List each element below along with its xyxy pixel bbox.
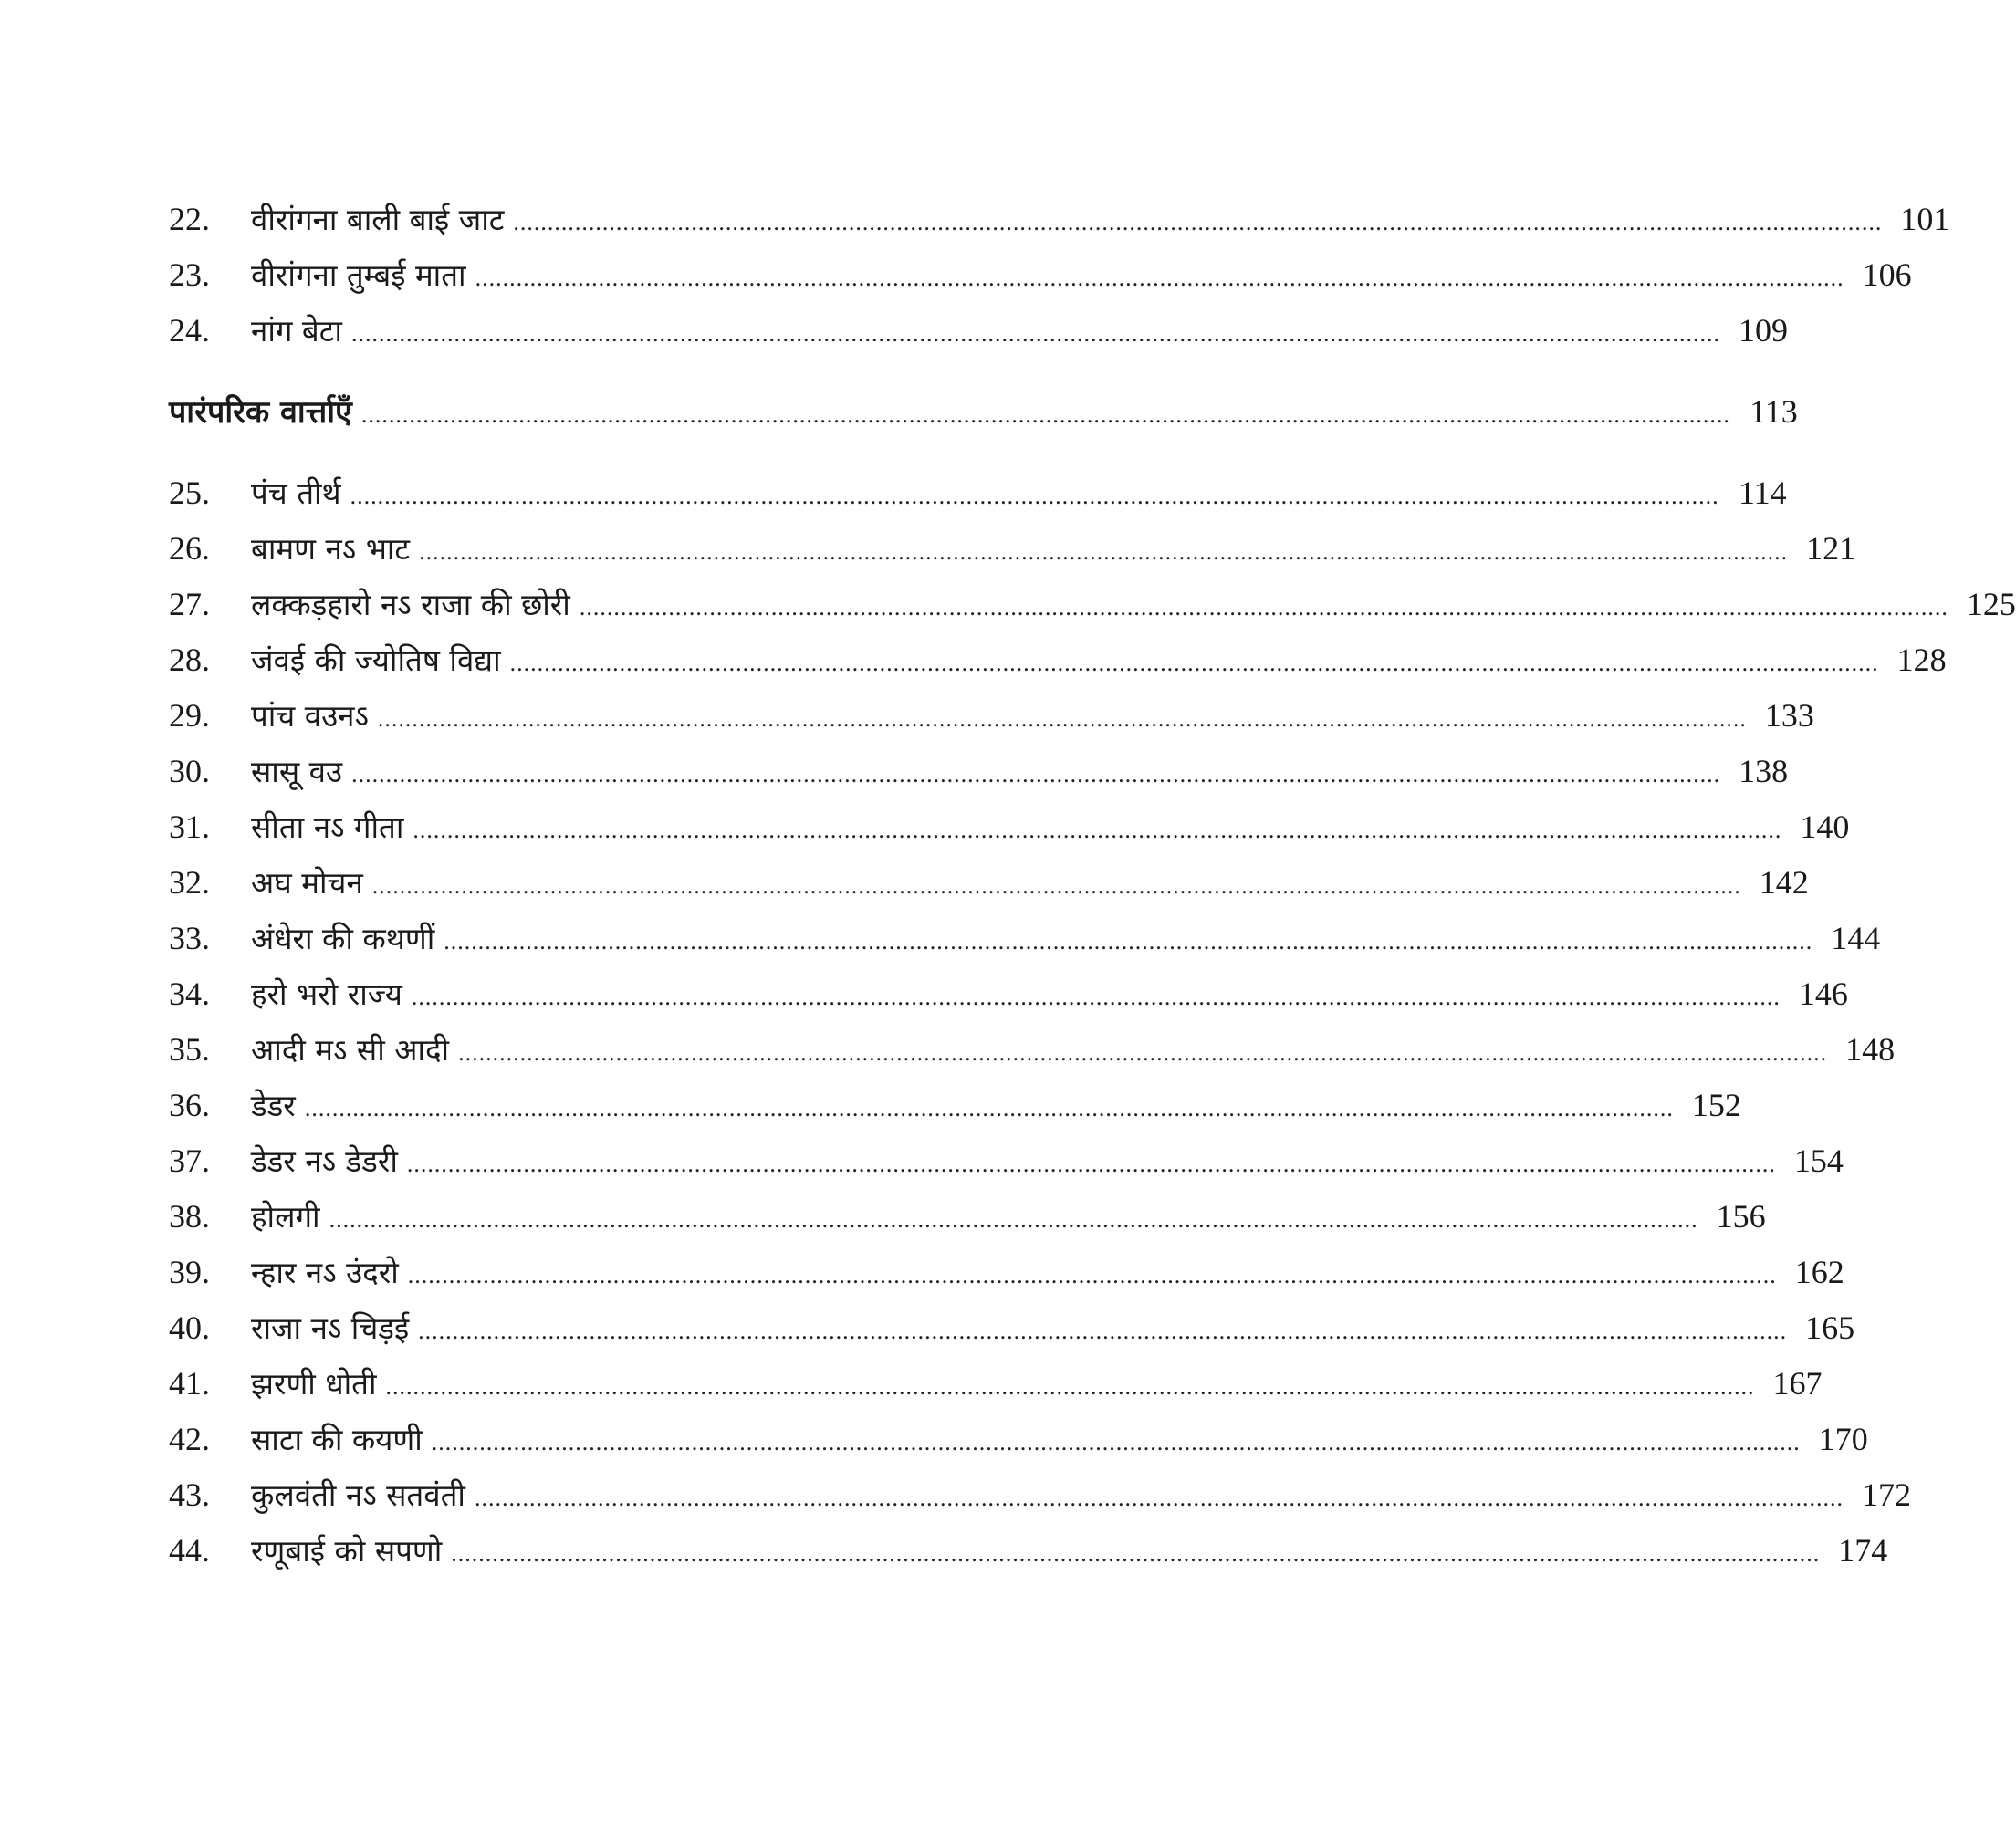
- toc-entry: [169, 632, 1947, 688]
- entry-title: वीरांगना तुम्बई माता: [251, 257, 466, 293]
- dot-leader: ........................................................................................................................................................................................................: [304, 1095, 1674, 1121]
- entry-page-number: 148: [1845, 1031, 1896, 1068]
- entry-title: पांच वउनऽ: [251, 698, 369, 734]
- dot-leader: ........................................................................................................................................................................................................: [474, 1485, 1844, 1511]
- toc-entry: [169, 465, 1787, 521]
- entry-title: डेडर: [251, 1088, 296, 1123]
- dot-leader: ........................................................................................................................................................................................................: [351, 761, 1721, 787]
- toc-entry: [169, 799, 1850, 855]
- entry-title: आदी मऽ सी आदी: [251, 1032, 450, 1068]
- entry-title: अघ मोचन: [251, 865, 363, 901]
- entry-page-number: 162: [1794, 1254, 1844, 1290]
- toc-entry: [169, 744, 1789, 799]
- entry-number: 22.: [169, 201, 210, 237]
- section-page-number: 113: [1750, 393, 1798, 430]
- entry-number: 40.: [169, 1309, 210, 1346]
- toc-entry: [169, 521, 1856, 577]
- entry-title: वीरांगना बाली बाई जाट: [251, 202, 505, 237]
- entry-title: न्हार नऽ उंदरो: [251, 1255, 399, 1290]
- dot-leader: ........................................................................................................................................................................................................: [329, 1206, 1698, 1233]
- dot-leader: ........................................................................................................................................................................................................: [350, 483, 1719, 509]
- toc-entry: [169, 192, 1950, 247]
- entry-number: 30.: [169, 753, 210, 789]
- toc-entry: [169, 1356, 1823, 1412]
- entry-page-number: 114: [1738, 474, 1787, 511]
- dot-leader: ........................................................................................................................................................................................................: [419, 538, 1789, 565]
- dot-leader: ........................................................................................................................................................................................................: [431, 1429, 1801, 1455]
- toc-entry: [169, 1412, 1868, 1467]
- entry-number: 34.: [169, 975, 210, 1012]
- toc-entry: [169, 1022, 1896, 1078]
- entry-number: 38.: [169, 1198, 210, 1235]
- toc-entry: [169, 1467, 1911, 1523]
- dot-leader: ........................................................................................................................................................................................................: [407, 1262, 1777, 1288]
- entry-page-number: 125: [1966, 586, 2016, 622]
- toc-entry: [169, 1245, 1844, 1300]
- toc-entry: [169, 1078, 1741, 1133]
- dot-leader: ........................................................................................................................................................................................................: [579, 594, 1948, 620]
- entry-page-number: 101: [1900, 201, 1950, 237]
- dot-leader: ........................................................................................................................................................................................................: [413, 817, 1782, 843]
- entry-number: 29.: [169, 697, 210, 734]
- entry-page-number: 174: [1838, 1532, 1888, 1569]
- dot-leader: ........................................................................................................................................................................................................: [513, 209, 1883, 235]
- toc-entry: [169, 911, 1881, 966]
- entry-number: 24.: [169, 312, 210, 349]
- entry-number: 28.: [169, 641, 210, 678]
- toc-entry: [169, 966, 1848, 1022]
- entry-page-number: 167: [1772, 1365, 1823, 1402]
- entry-number: 37.: [169, 1142, 210, 1179]
- entry-number: 27.: [169, 586, 210, 622]
- entry-number: 42.: [169, 1421, 210, 1457]
- entry-title: झरणी धोती: [251, 1366, 377, 1402]
- entry-title: हरो भरो राज्य: [251, 976, 402, 1012]
- dot-leader: ........................................................................................................................................................................................................: [444, 928, 1813, 954]
- entry-page-number: 142: [1759, 864, 1809, 901]
- entry-number: 33.: [169, 920, 210, 956]
- dot-leader: ........................................................................................................................................................................................................: [418, 1318, 1788, 1344]
- toc-entry: [169, 577, 2016, 632]
- entry-number: 36.: [169, 1087, 210, 1123]
- toc-entry: [169, 1133, 1844, 1189]
- entry-title: जंवई की ज्योतिष विद्या: [251, 642, 501, 678]
- section-title: पारंपरिक वार्त्ताएँ: [169, 394, 352, 431]
- dot-leader: ........................................................................................................................................................................................................: [451, 1540, 1821, 1567]
- entry-page-number: 121: [1806, 530, 1856, 567]
- entry-title: सीता नऽ गीता: [251, 809, 404, 845]
- toc-entry: [169, 1300, 1855, 1356]
- entry-title: कुलवंती नऽ सतवंती: [251, 1477, 465, 1513]
- entry-number: 31.: [169, 808, 210, 845]
- entry-number: 26.: [169, 530, 210, 567]
- entry-page-number: 154: [1793, 1142, 1844, 1179]
- toc-entry: [169, 247, 1912, 303]
- toc-entry: [169, 1523, 1888, 1579]
- dot-leader: ........................................................................................................................................................................................................: [371, 872, 1741, 899]
- entry-number: 32.: [169, 864, 210, 901]
- entry-title: साटा की कयणी: [251, 1422, 423, 1457]
- dot-leader: ........................................................................................................................................................................................................: [509, 650, 1879, 676]
- toc-group-2: [169, 465, 2016, 1579]
- entry-page-number: 128: [1896, 641, 1947, 678]
- entry-page-number: 170: [1818, 1421, 1868, 1457]
- dot-leader: ........................................................................................................................................................................................................: [385, 1373, 1755, 1400]
- entry-page-number: 144: [1831, 920, 1881, 956]
- entry-title: रणूबाई को सपणो: [251, 1533, 443, 1569]
- entry-page-number: 172: [1861, 1476, 1911, 1513]
- entry-number: 25.: [169, 474, 210, 511]
- entry-number: 41.: [169, 1365, 210, 1402]
- entry-title: नांग बेटा: [251, 313, 342, 349]
- dot-leader: ........................................................................................................................................................................................................: [360, 402, 1730, 428]
- entry-title: राजा नऽ चिड़ई: [251, 1310, 410, 1346]
- entry-page-number: 146: [1798, 975, 1848, 1012]
- entry-title: अंधेरा की कथणीं: [251, 921, 435, 956]
- entry-title: पंच तीर्थ: [251, 475, 341, 511]
- entry-title: बामण नऽ भाट: [251, 531, 411, 567]
- dot-leader: ........................................................................................................................................................................................................: [406, 1151, 1776, 1177]
- entry-page-number: 140: [1800, 808, 1850, 845]
- entry-number: 44.: [169, 1532, 210, 1569]
- dot-leader: ........................................................................................................................................................................................................: [458, 1039, 1828, 1066]
- dot-leader: ........................................................................................................................................................................................................: [377, 705, 1747, 732]
- entry-title: सासू वउ: [251, 754, 343, 789]
- dot-leader: ........................................................................................................................................................................................................: [350, 320, 1720, 347]
- toc-entry: [169, 688, 1814, 744]
- entry-title: लक्कड़हारो नऽ राजा की छोरी: [251, 587, 570, 622]
- dot-leader: ........................................................................................................................................................................................................: [475, 265, 1844, 291]
- entry-page-number: 133: [1764, 697, 1814, 734]
- entry-page-number: 156: [1716, 1198, 1766, 1235]
- toc-entry: [169, 855, 1809, 911]
- entry-title: होलगी: [251, 1199, 320, 1235]
- toc-group-1: [169, 192, 1950, 359]
- toc-section-heading: [169, 384, 1798, 440]
- table-of-contents: [169, 192, 2016, 1579]
- entry-title: डेडर नऽ डेडरी: [251, 1143, 398, 1179]
- entry-page-number: 152: [1691, 1087, 1741, 1123]
- entry-number: 35.: [169, 1031, 210, 1068]
- toc-entry: [169, 303, 1788, 359]
- entry-page-number: 138: [1739, 753, 1789, 789]
- toc-entry: [169, 1189, 1766, 1245]
- entry-page-number: 165: [1805, 1309, 1855, 1346]
- dot-leader: ........................................................................................................................................................................................................: [411, 984, 1781, 1010]
- entry-number: 23.: [169, 256, 210, 293]
- entry-number: 39.: [169, 1254, 210, 1290]
- entry-page-number: 109: [1738, 312, 1788, 349]
- entry-page-number: 106: [1862, 256, 1912, 293]
- entry-number: 43.: [169, 1476, 210, 1513]
